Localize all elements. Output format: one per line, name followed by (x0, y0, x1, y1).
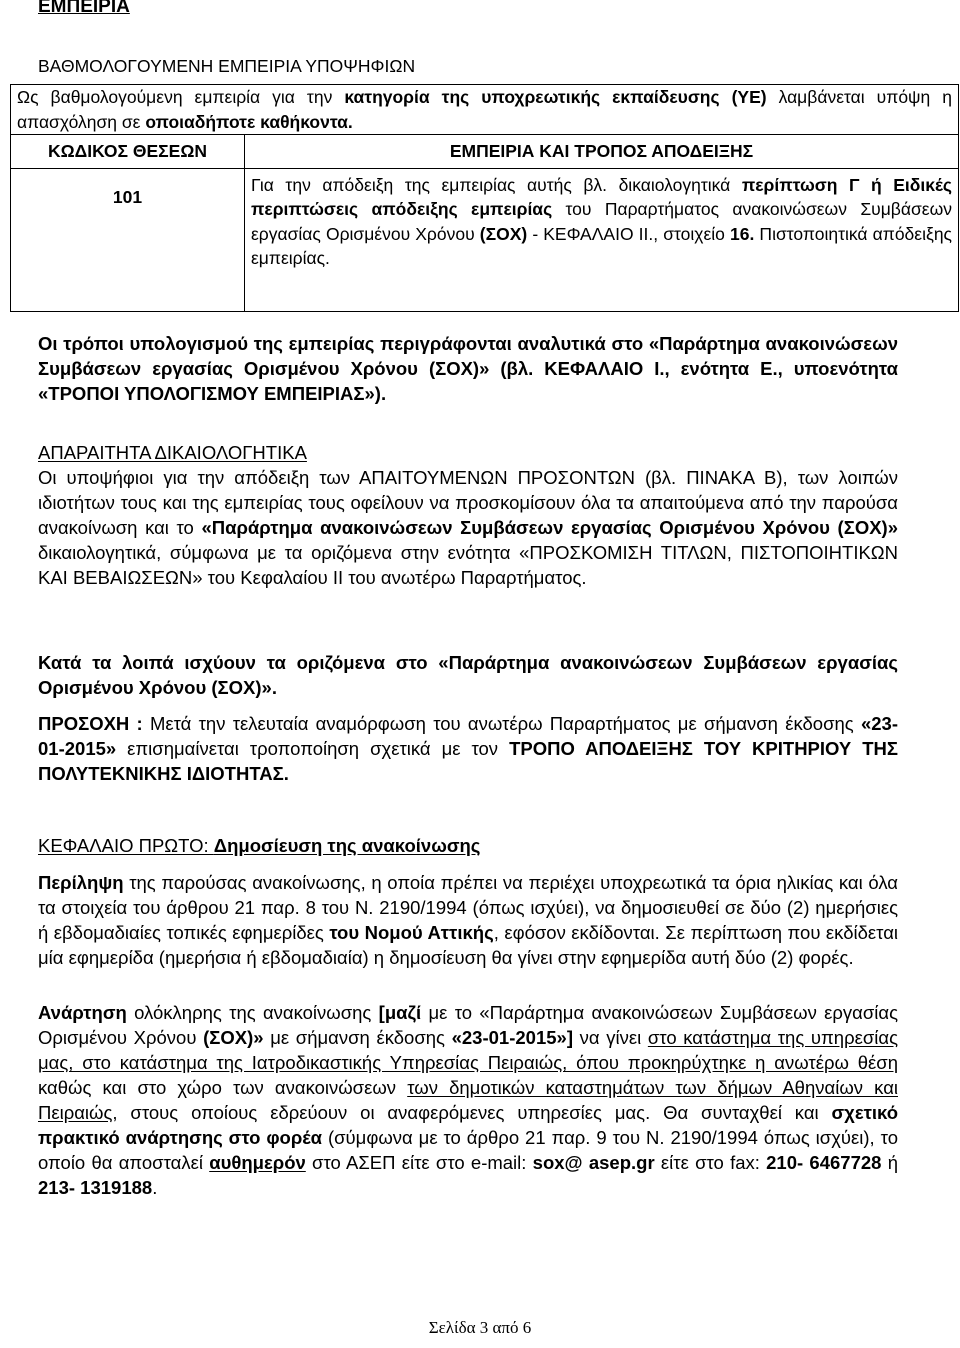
text-run: 210- 6467728 (766, 1152, 882, 1173)
text-run: σχετικό πρακτικό ανάρτησης στο φορέα (38, 1102, 898, 1148)
text-run: Ως βαθμολογούμενη εμπειρία για την (17, 87, 345, 107)
text-run: με το «Παράρτημα ανακοινώσεων Συμβάσεων εργασίας Ορισμένου Χρόνου (38, 1002, 898, 1048)
text-run: «23-01-2015»] (451, 1027, 573, 1048)
page-number-footer: Σελίδα 3 από 6 (428, 1318, 532, 1337)
table-intro-cell (11, 85, 959, 135)
text-run: ολόκληρης της ανακοίνωσης (126, 1002, 379, 1023)
table-row (11, 168, 959, 311)
text-run: αυθημερόν (209, 1152, 306, 1173)
text-run: (ΣΟΧ) (479, 223, 528, 244)
text-run: καθώς και στο χώρο των ανακοινώσεων (38, 1077, 408, 1098)
text-run: [μαζί (378, 1002, 422, 1023)
text-run: στο κατάστημα της υπηρεσίας μας, στο κατάστημα της Ιατροδικαστικής Υπηρεσίας Πειραιώς, όπου προκηρύχτηκε η ανωτέρω θέση (38, 1027, 898, 1073)
text-run: ΠΡΟΣΟΧΗ : (38, 713, 143, 734)
text-run: Δημοσίευση της ανακοίνωσης (213, 835, 481, 856)
posting-paragraph (38, 1000, 898, 1200)
text-run: . (152, 1177, 158, 1198)
text-run: Οι υποψήφιοι για την απόδειξη των ΑΠΑΙΤΟΥΜΕΝΩΝ ΠΡΟΣΟΝΤΩΝ (βλ. ΠΙΝΑΚΑ Β), των λοιπών ιδιοτήτων τους και της εμπειρίας τους οφείλουν να προσκομίσουν όλα τα απαιτούμενα από την παρούσα ανακοίνωση και το (38, 467, 898, 538)
text-run: δικαιολογητικά, σύμφωνα με τα οριζόμενα στην ενότητα «ΠΡΟΣΚΟΜΙΣΗ ΤΙΤΛΩΝ, ΠΙΣΤΟΠΟΙΗΤΙΚΩΝ ΚΑΙ ΒΕΒΑΙΩΣΕΩΝ» του Κεφαλαίου ΙΙ του ανωτέρω Παραρτήματος. (38, 542, 898, 588)
text-run: (ΣΟΧ)» (203, 1027, 264, 1048)
column-header-experience: ΕΜΠΕΙΡΙΑ ΚΑΙ ΤΡΟΠΟΣ ΑΠΟΔΕΙΞΗΣ (245, 135, 959, 169)
text-run: κατηγορία της υποχρεωτικής εκπαίδευσης (ΥΕ) (344, 87, 767, 107)
calculation-note (38, 331, 898, 406)
text-run: «Παράρτημα ανακοινώσεων Συμβάσεων εργασίας Ορισμένου Χρόνου (ΣΟΧ)» (201, 517, 898, 538)
text-run: των δημοτικών καταστημάτων των δήμων Αθηναίων και Πειραιώς (38, 1077, 898, 1123)
rest-applicable-note (38, 650, 898, 700)
text-run: Ανάρτηση (38, 1002, 127, 1023)
text-run: - ΚΕΦΑΛΑΙΟ ΙΙ., στοιχείο (527, 223, 730, 244)
text-run: επισημαίνεται τροποποίηση σχετικά με τον (116, 738, 510, 759)
position-code: 101 (112, 186, 143, 207)
text-run: της παρούσας ανακοίνωσης, η οποία πρέπει να περιέχει υποχρεωτικά τα όρια ηλικίας και όλα τα στοιχεία του άρθρου 21 παρ. 8 του Ν. 2190/1994 (όπως ισχύει), να δημοσιευθεί σε δύο (2) ημερήσιες ή εβδομαδιαίες τοπικές εφημερίδες (38, 872, 898, 943)
text-run: οποιαδήποτε καθήκοντα. (145, 111, 353, 132)
column-header-code: ΚΩΔΙΚΟΣ ΘΕΣΕΩΝ (11, 135, 245, 169)
text-run: 213- 1319188 (38, 1177, 153, 1198)
experience-subheading: ΒΑΘΜΟΛΟΓΟΥΜΕΝΗ ΕΜΠΕΙΡΙΑ ΥΠΟΨΗΦΙΩΝ (38, 56, 416, 76)
text-run: με σήμανση έκδοσης (263, 1027, 452, 1048)
text-run: είτε στο fax: (654, 1152, 767, 1173)
table-header-row (11, 135, 959, 169)
experience-proof-cell (245, 168, 959, 311)
text-run: του Νομού Αττικής (329, 922, 494, 943)
summary-paragraph (38, 870, 898, 970)
attention-note (38, 711, 898, 786)
text-run: ΑΠΑΡΑΙΤΗΤΑ ΔΙΚΑΙΟΛΟΓΗΤΙΚΑ (38, 442, 307, 463)
experience-proof-text (251, 175, 952, 269)
text-run: 16. (730, 223, 755, 244)
text-run: ΚΕΦΑΛΑΙΟ ΠΡΩΤΟ: (38, 835, 214, 856)
text-run: Μετά την τελευταία αναμόρφωση του ανωτέρω Παραρτήματος με σήμανση έκδοσης (142, 713, 861, 734)
text-run: Για την απόδειξη της εμπειρίας αυτής βλ. δικαιολογητικά (251, 174, 742, 195)
text-run: (σύμφωνα με το άρθρο 21 παρ. 9 του Ν. 2190/1994 όπως ισχύει), το οποίο θα αποσταλεί (38, 1127, 898, 1173)
section-heading: ΕΜΠΕΙΡΙΑ (38, 0, 130, 17)
experience-table (10, 84, 959, 312)
text-run: , στους οποίους εδρεύουν οι αναφερόμενες υπηρεσίες μας. Θα συνταχθεί και (112, 1102, 832, 1123)
chapter-title (38, 833, 898, 858)
text-run: του Παραρτήματος ανακοινώσεων Συμβάσεων εργασίας Ορισμένου Χρόνου (251, 199, 952, 244)
text-run: , εφόσον εκδίδονται. Σε περίπτωση που εκδίδεται μία εφημερίδα (ημερήσια ή εβδομαδιαία) η δημοσίευση θα γίνει στην εφημερίδα αυτή δύο (2) φορές. (38, 922, 898, 968)
text-run: Πιστοποιητικά απόδειξης εμπειρίας. (251, 223, 952, 268)
text-run: λαμβάνεται υπόψη η απασχόληση σε (17, 87, 952, 132)
text-run: Περίληψη (38, 872, 124, 893)
position-code-cell (11, 168, 245, 311)
text-run: περίπτωση Γ ή Ειδικές περιπτώσεις απόδειξης εμπειρίας (251, 174, 952, 219)
text-run: να γίνει (572, 1027, 648, 1048)
text-run: «23-01-2015» (38, 713, 898, 759)
text-run: Κατά τα λοιπά ισχύουν τα οριζόμενα στο «Παράρτημα ανακοινώσεων Συμβάσεων εργασίας Ορισμένου Χρόνου (ΣΟΧ)». (38, 652, 898, 698)
required-documents-paragraph (38, 440, 898, 590)
text-run: ΤΡΟΠΟ ΑΠΟΔΕΙΞΗΣ ΤΟΥ ΚΡΙΤΗΡΙΟΥ ΤΗΣ ΠΟΛΥΤΕΚΝΙΚΗΣ ΙΔΙΟΤΗΤΑΣ. (38, 738, 899, 784)
text-run: στο ΑΣΕΠ είτε στο e-mail: (305, 1152, 533, 1173)
table-intro-row (11, 85, 959, 135)
text-run: sox@ asep.gr (532, 1152, 655, 1173)
text-run: ή (881, 1152, 898, 1173)
text-run: Οι τρόποι υπολογισμού της εμπειρίας περιγράφονται αναλυτικά στο «Παράρτημα ανακοινώσεων Συμβάσεων εργασίας Ορισμένου Χρόνου (ΣΟΧ)» (βλ. ΚΕΦΑΛΑΙΟ Ι., ενότητα Ε., υποενότητα «ΤΡΟΠΟΙ ΥΠΟΛΟΓΙΣΜΟΥ ΕΜΠΕΙΡΙΑΣ»). (38, 333, 898, 404)
table-intro-text (17, 87, 952, 132)
